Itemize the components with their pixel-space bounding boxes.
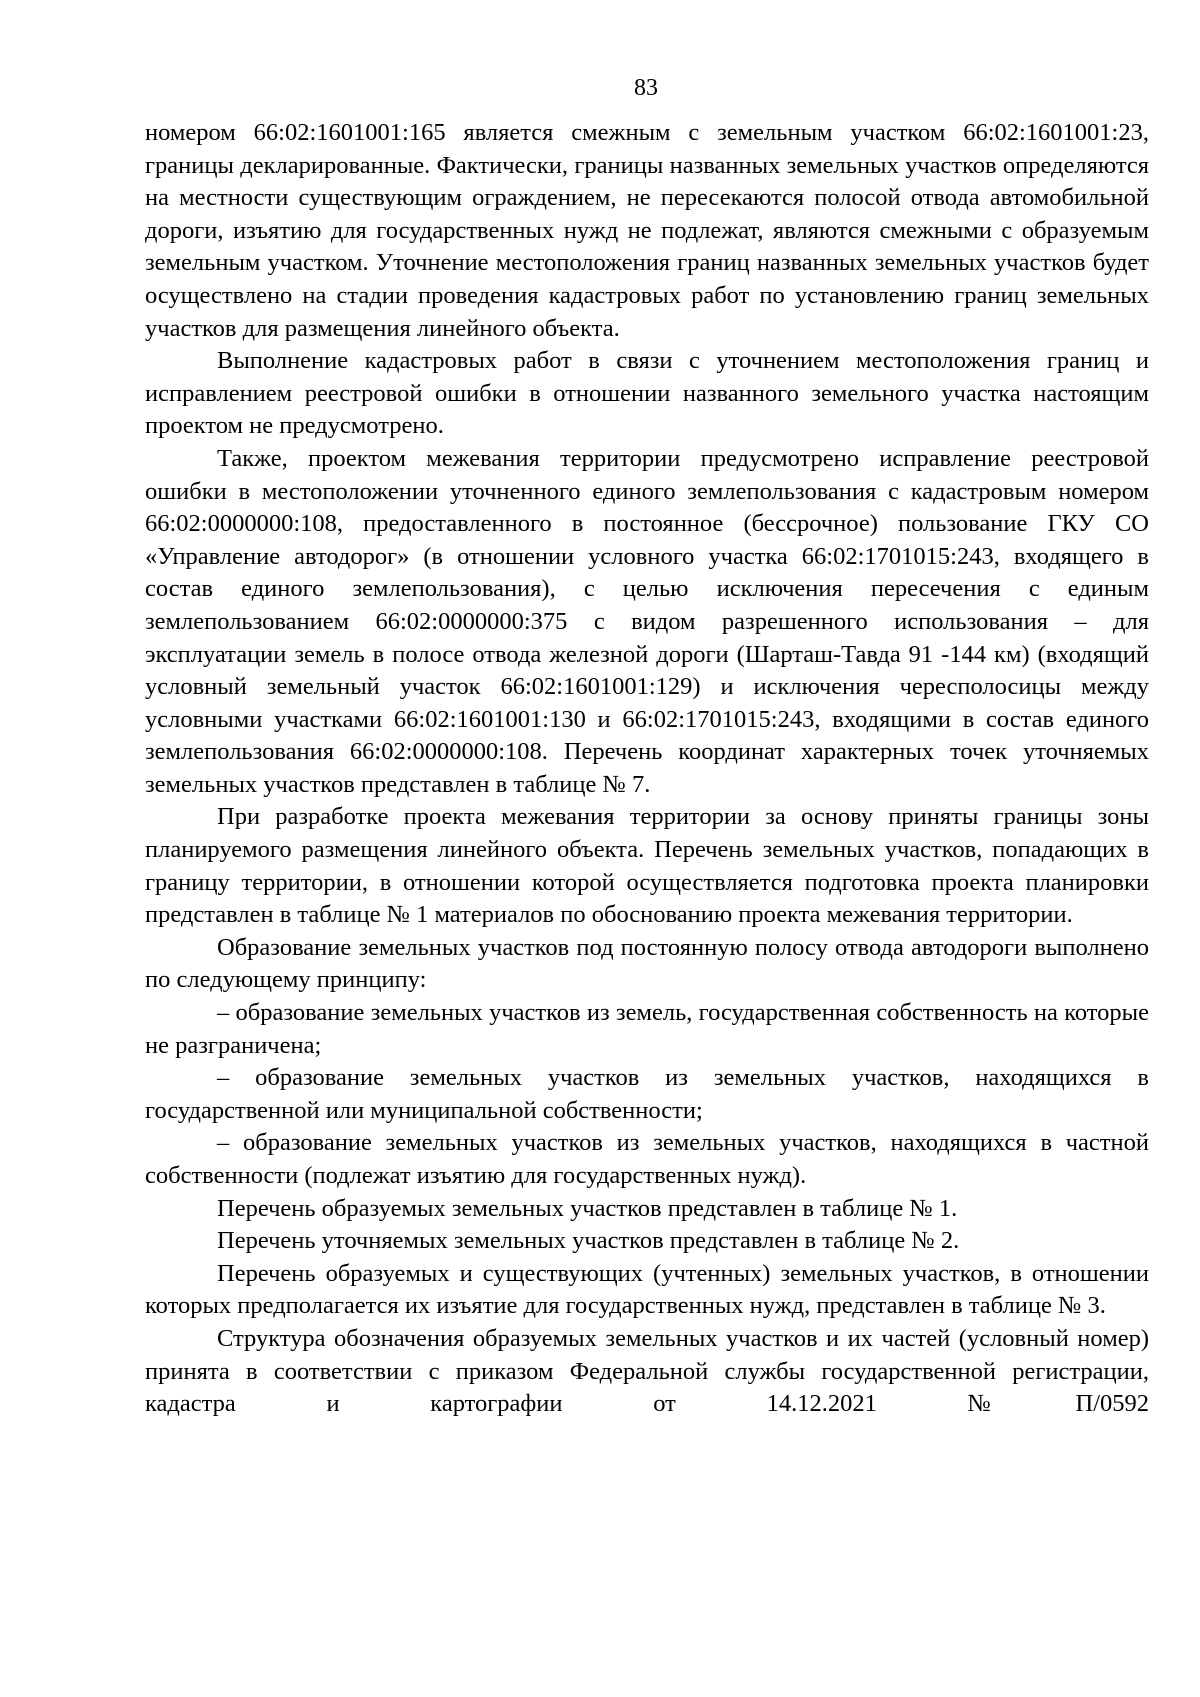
- paragraph-continuation: номером 66:02:1601001:165 является смежным с земельным участком 66:02:1601001:23, границы декларированные. Фактически, границы названных земельных участков определяются на местности существующим ограждением, не пересекаются полосой отвода автомобильной дороги, изъятию для государственных нужд не подлежат, являются смежными с образуемым земельным участком. Уточнение местоположения границ названных земельных участков будет осуществлено на стадии проведения кадастровых работ по установлению границ земельных участков для размещения линейного объекта.: [145, 119, 1149, 342]
- list-item-municipal-lands: – образование земельных участков из земельных участков, находящихся в государственной или муниципальной собственности;: [145, 1064, 1149, 1124]
- list-item-state-lands: – образование земельных участков из земель, государственная собственность на которые не разграничена;: [145, 999, 1149, 1059]
- page-number: 83: [634, 75, 658, 101]
- paragraph-project-basis: При разработке проекта межевания территории за основу приняты границы зоны планируемого размещения линейного объекта. Перечень земельных участков, попадающих в границу территории, в отношении которой осуществляется подготовка проекта планировки представлен в таблице № 1 материалов по обоснованию проекта межевания территории.: [145, 803, 1149, 929]
- paragraph-registry-error: Также, проектом межевания территории предусмотрено исправление реестровой ошибки в местоположении уточненного единого землепользования с кадастровым номером 66:02:0000000:108, предоставленного в постоянное (бессрочное) пользование ГКУ СО «Управление автодорог» (в отношении условного участка 66:02:1701015:243, входящего в состав единого землепользования), с целью исключения пересечения с единым землепользованием 66:02:0000000:375 с видом разрешенного использования – для эксплуатации земель в полосе отвода железной дороги (Шарташ-Тавда 91 -144 км) (входящий условный земельный участок 66:02:1601001:129) и исключения чересполосицы между условными участками 66:02:1601001:130 и 66:02:1701015:243, входящими в состав единого землепользования 66:02:0000000:108. Перечень координат характерных точек уточняемых земельных участков представлен в таблице № 7.: [145, 444, 1149, 798]
- paragraph-table-3-reference: Перечень образуемых и существующих (учтенных) земельных участков, в отношении которых предполагается их изъятие для государственных нужд, представлен в таблице № 3.: [145, 1259, 1149, 1320]
- paragraph-cadastral-works: Выполнение кадастровых работ в связи с уточнением местоположения границ и исправлением реестровой ошибки в отношении названного земельного участка настоящим проектом не предусмотрено.: [145, 347, 1149, 440]
- paragraph-designation-structure: Структура обозначения образуемых земельных участков и их частей (условный номер) принята в соответствии с приказом Федеральной службы государственной регистрации, кадастра и картографии от 14.12.2021 №П/0592: [145, 1324, 1149, 1418]
- paragraph-table-2-reference: Перечень уточняемых земельных участков представлен в таблице № 2.: [217, 1227, 960, 1255]
- paragraph-table-1-reference: Перечень образуемых земельных участков представлен в таблице № 1.: [217, 1194, 958, 1222]
- document-body: [145, 117, 1149, 1421]
- paragraph-formation-principle: Образование земельных участков под постоянную полосу отвода автодороги выполнено по следующему принципу:: [145, 933, 1149, 994]
- list-item-private-lands: – образование земельных участков из земельных участков, находящихся в частной собственности (подлежат изъятию для государственных нужд).: [145, 1129, 1149, 1189]
